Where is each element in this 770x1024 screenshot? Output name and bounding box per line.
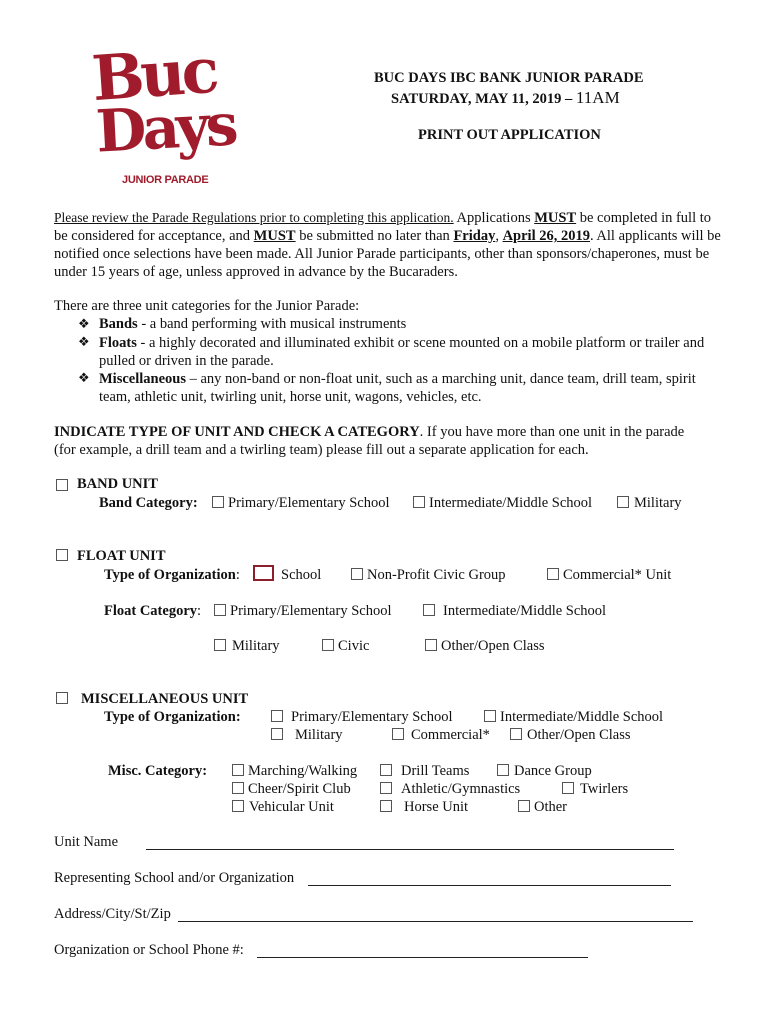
float-org-label-text: Type of Organization bbox=[104, 567, 236, 583]
misc-org-label: Type of Organization: bbox=[104, 709, 241, 725]
misc-other-checkbox[interactable] bbox=[518, 800, 530, 812]
misc-org-option-label: Other/Open Class bbox=[527, 727, 631, 743]
band-unit-checkbox[interactable] bbox=[56, 479, 68, 491]
intro-deadline: April 26, 2019 bbox=[502, 228, 590, 244]
intro-text-2: be completed in full to be considered for acceptance, and bbox=[54, 210, 712, 244]
misc-org-option-label: Commercial* bbox=[411, 727, 490, 743]
regulations-link[interactable]: Please review the Parade Regulations prior to completing this application. bbox=[54, 210, 454, 225]
categories-intro: There are three unit categories for the Junior Parade: bbox=[54, 298, 360, 314]
misc-category-option-label: Cheer/Spirit Club bbox=[248, 781, 351, 797]
float-unit-title: FLOAT UNIT bbox=[77, 548, 166, 564]
misc-commercial-checkbox[interactable] bbox=[392, 728, 404, 740]
intro-must-1: MUST bbox=[534, 210, 577, 226]
logo-subtitle: JUNIOR PARADE bbox=[122, 174, 209, 186]
float-category-colon: : bbox=[197, 603, 202, 619]
float-org-option-label: Commercial* Unit bbox=[563, 567, 672, 583]
float-military-checkbox[interactable] bbox=[214, 639, 226, 651]
misc-org-option-label: Intermediate/Middle School bbox=[500, 709, 664, 725]
float-org-label bbox=[104, 567, 240, 584]
intro-friday: Friday bbox=[453, 228, 496, 244]
misc-drill-checkbox[interactable] bbox=[380, 764, 392, 776]
misc-marching-checkbox[interactable] bbox=[232, 764, 244, 776]
logo-word-buc: Buc bbox=[89, 33, 218, 116]
misc-primary-checkbox[interactable] bbox=[271, 710, 283, 722]
bullet-icon: ❖ bbox=[78, 370, 90, 385]
bullet-icon: ❖ bbox=[78, 316, 90, 331]
float-unit-checkbox[interactable] bbox=[56, 549, 68, 561]
misc-category-option-label: Horse Unit bbox=[404, 799, 469, 815]
misc-military-checkbox[interactable] bbox=[271, 728, 283, 740]
band-option-label: Military bbox=[634, 495, 682, 511]
header-time: 11AM bbox=[575, 88, 620, 107]
misc-dance-checkbox[interactable] bbox=[497, 764, 509, 776]
misc-category-option-label: Marching/Walking bbox=[248, 763, 358, 779]
float-org-option-label: Non-Profit Civic Group bbox=[367, 567, 506, 583]
misc-twirlers-checkbox[interactable] bbox=[562, 782, 574, 794]
float-category-label bbox=[104, 603, 201, 620]
band-unit-title: BAND UNIT bbox=[77, 476, 158, 492]
category-floats bbox=[99, 334, 714, 370]
representing-field[interactable] bbox=[308, 885, 671, 886]
misc-category-option-label: Drill Teams bbox=[401, 763, 470, 779]
misc-unit-title: MISCELLANEOUS UNIT bbox=[81, 691, 249, 707]
band-military-checkbox[interactable] bbox=[617, 496, 629, 508]
float-category-option-label: Civic bbox=[338, 638, 370, 654]
category-desc: – any non-band or non-float unit, such as a marching unit, dance team, drill team, spirit team, athletic unit, twirling unit, horse unit, wagons, vehicles, etc. bbox=[99, 371, 696, 405]
intro-paragraph bbox=[54, 209, 722, 281]
category-name: Floats bbox=[99, 335, 137, 351]
misc-athletic-checkbox[interactable] bbox=[380, 782, 392, 794]
float-org-option-label: School bbox=[281, 567, 322, 583]
float-category-label-text: Float Category bbox=[104, 603, 198, 619]
float-category-option-label: Intermediate/Middle School bbox=[443, 603, 607, 619]
indicate-heading: INDICATE TYPE OF UNIT AND CHECK A CATEGORY bbox=[54, 424, 420, 440]
misc-other-class-checkbox[interactable] bbox=[510, 728, 522, 740]
misc-org-option-label: Primary/Elementary School bbox=[291, 709, 453, 725]
float-org-colon: : bbox=[235, 567, 240, 583]
float-commercial-checkbox[interactable] bbox=[547, 568, 559, 580]
category-desc: - a highly decorated and illuminated exhibit or scene mounted on a mobile platform or trailer and pulled or driven in the parade. bbox=[99, 335, 705, 369]
band-primary-checkbox[interactable] bbox=[212, 496, 224, 508]
unit-name-label: Unit Name bbox=[54, 834, 119, 850]
intro-text-3: be submitted no later than bbox=[295, 228, 454, 244]
misc-category-option-label: Twirlers bbox=[580, 781, 629, 797]
phone-label: Organization or School Phone #: bbox=[54, 942, 244, 958]
logo-word-days: Days bbox=[94, 90, 236, 166]
float-intermediate-checkbox[interactable] bbox=[423, 604, 435, 616]
band-intermediate-checkbox[interactable] bbox=[413, 496, 425, 508]
band-option-label: Intermediate/Middle School bbox=[429, 495, 593, 511]
address-label: Address/City/St/Zip bbox=[54, 906, 171, 922]
float-school-checkbox[interactable] bbox=[253, 565, 274, 581]
header-date bbox=[391, 88, 620, 108]
float-civic-checkbox[interactable] bbox=[322, 639, 334, 651]
category-name: Bands bbox=[99, 316, 138, 332]
representing-label: Representing School and/or Organization bbox=[54, 870, 295, 886]
category-name: Miscellaneous bbox=[99, 371, 186, 387]
float-nonprofit-checkbox[interactable] bbox=[351, 568, 363, 580]
intro-must-2: MUST bbox=[253, 228, 296, 244]
misc-org-option-label: Military bbox=[295, 727, 343, 743]
float-category-option-label: Other/Open Class bbox=[441, 638, 545, 654]
header-print-out: PRINT OUT APPLICATION bbox=[418, 127, 601, 143]
indicate-text: . If you have more than one unit in the parade (for example, a drill team and a twirling team) please fill out a separate application for each. bbox=[54, 424, 685, 458]
category-misc bbox=[99, 370, 699, 406]
phone-field[interactable] bbox=[257, 957, 588, 958]
band-category-label: Band Category: bbox=[99, 495, 198, 511]
misc-category-option-label: Dance Group bbox=[514, 763, 592, 779]
intro-text-1: Applications bbox=[453, 210, 535, 226]
intro-text-4: , bbox=[495, 228, 503, 244]
float-primary-checkbox[interactable] bbox=[214, 604, 226, 616]
misc-category-label: Misc. Category: bbox=[108, 763, 208, 779]
misc-category-option-label: Vehicular Unit bbox=[249, 799, 334, 815]
address-field[interactable] bbox=[178, 921, 693, 922]
category-bands bbox=[99, 316, 406, 333]
misc-cheer-checkbox[interactable] bbox=[232, 782, 244, 794]
category-desc: - a band performing with musical instruments bbox=[137, 316, 407, 332]
float-category-option-label: Primary/Elementary School bbox=[230, 603, 392, 619]
indicate-instructions bbox=[54, 423, 694, 459]
bullet-icon: ❖ bbox=[78, 334, 90, 349]
misc-unit-checkbox[interactable] bbox=[56, 692, 68, 704]
float-other-checkbox[interactable] bbox=[425, 639, 437, 651]
header-date-text: SATURDAY, MAY 11, 2019 – bbox=[391, 91, 576, 107]
header-title: BUC DAYS IBC BANK JUNIOR PARADE bbox=[374, 70, 644, 86]
misc-category-option-label: Athletic/Gymnastics bbox=[401, 781, 521, 797]
float-category-option-label: Military bbox=[232, 638, 280, 654]
intro-text-5: . All applicants will be notified once selections have been made. All Junior Parade participants, other than sponsors/chaperones, must be under 15 years of age, unless approved in advance by the Bucaraders. bbox=[54, 228, 721, 280]
misc-intermediate-checkbox[interactable] bbox=[484, 710, 496, 722]
misc-vehicular-checkbox[interactable] bbox=[232, 800, 244, 812]
band-option-label: Primary/Elementary School bbox=[228, 495, 390, 511]
misc-category-option-label: Other bbox=[534, 799, 568, 815]
unit-name-field[interactable] bbox=[146, 849, 674, 850]
misc-horse-checkbox[interactable] bbox=[380, 800, 392, 812]
